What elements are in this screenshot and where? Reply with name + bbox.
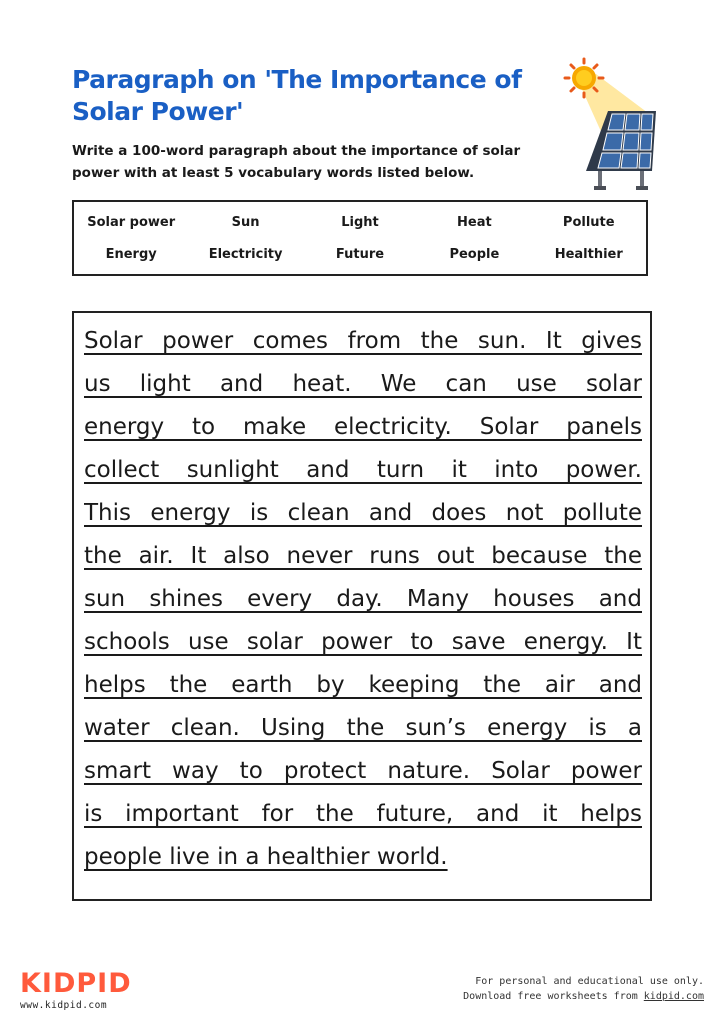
paragraph-line: energy to make electricity. Solar panels: [84, 414, 642, 440]
logo-text: KIDPID: [20, 968, 132, 999]
vocabulary-word: Heat: [457, 215, 492, 230]
instructions-text: Write a 100-word paragraph about the importance of solar power with at least 5 vocabulary words listed below.: [72, 143, 521, 181]
vocabulary-word: Electricity: [208, 247, 283, 262]
solar-panel-illustration: [556, 56, 666, 196]
vocabulary-row: [74, 215, 646, 230]
vocabulary-word: Solar power: [87, 215, 176, 230]
vocabulary-word: Energy: [105, 247, 157, 262]
paragraph-line: collect sunlight and turn it into power.: [84, 457, 642, 483]
kidpid-logo: [20, 968, 130, 1016]
paragraph-line: Solar power comes from the sun. It gives: [84, 328, 642, 354]
paragraph-line: sun shines every day. Many houses and: [84, 586, 642, 612]
paragraph-line: people live in a healthier world.: [84, 844, 448, 870]
paragraph-line: This energy is clean and does not pollute: [84, 500, 642, 526]
paragraph-line: the air. It also never runs out because the: [84, 543, 642, 569]
solar-panel-icon: [586, 111, 656, 190]
vocabulary-word: Future: [335, 247, 385, 262]
vocabulary-box: [72, 200, 648, 276]
paragraph-line: is important for the future, and it helps: [84, 801, 642, 827]
paragraph-line: helps the earth by keeping the air and: [84, 672, 642, 698]
vocabulary-word: People: [449, 247, 500, 262]
logo-url: www.kidpid.com: [20, 1000, 108, 1011]
paragraph-line: smart way to protect nature. Solar power: [84, 758, 642, 784]
paragraph-line: water clean. Using the sun’s energy is a: [84, 715, 642, 741]
footer: [463, 974, 704, 1004]
paragraph-line: schools use solar power to save energy. It: [84, 629, 642, 655]
footer-usage-note: For personal and educational use only.: [475, 976, 704, 987]
vocabulary-word: Healthier: [554, 247, 623, 262]
paragraph-box: [72, 311, 652, 901]
page-title: Paragraph on 'The Importance of Solar Power': [72, 65, 522, 126]
vocabulary-word: Light: [341, 215, 379, 230]
footer-download-note: [463, 989, 704, 1004]
vocabulary-word: Pollute: [562, 215, 615, 230]
vocabulary-row: [74, 247, 646, 262]
footer-link[interactable]: kidpid.com: [643, 991, 704, 1002]
paragraph-line: us light and heat. We can use solar: [84, 371, 642, 397]
footer-download-prefix: Download free worksheets from: [463, 991, 644, 1002]
vocabulary-word: Sun: [231, 215, 260, 230]
